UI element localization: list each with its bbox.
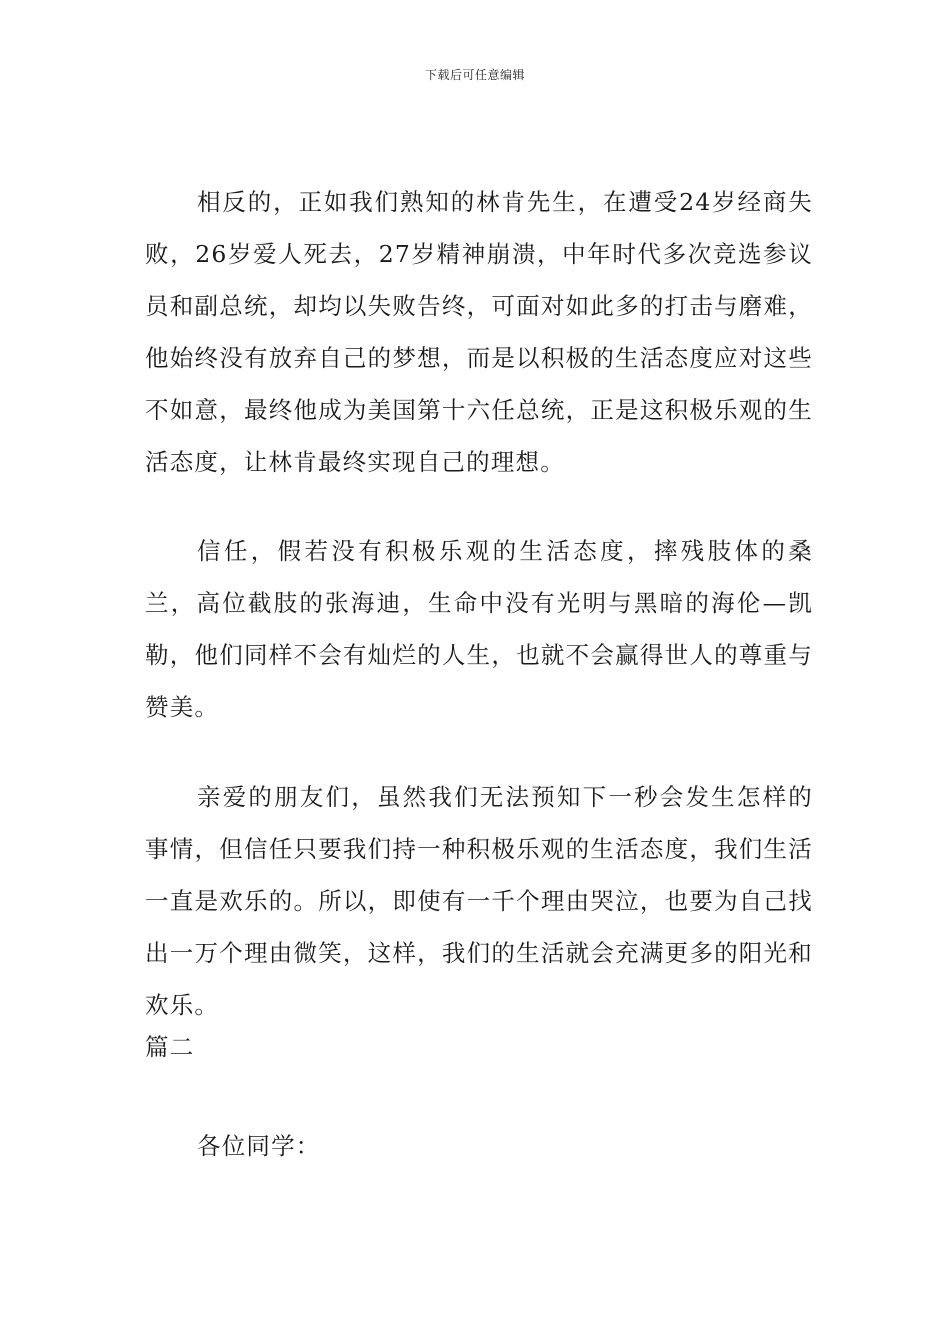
paragraph-examples: 信任，假若没有积极乐观的生活态度，摔残肢体的桑兰，高位截肢的张海迪，生命中没有光明与黑暗的海伦—凯勒，他们同样不会有灿烂的人生，也就不会赢得世人的尊重与赞美。	[145, 537, 813, 721]
paragraph-lincoln: 相反的，正如我们熟知的林肯先生，在遭受24岁经商失败，26岁爱人死去，27岁精神崩溃，中年时代多次竞选参议员和副总统，却均以失败告终，可面对如此多的打击与磨难，他始终没有放弃自己的梦想，而是以积极的生活态度应对这些不如意，最终他成为美国第十六任总统，正是这积极乐观的生活态度，让林肯最终实现自己的理想。	[145, 188, 813, 476]
salutation: 各位同学：	[197, 1132, 321, 1160]
paragraph-friends: 亲爱的朋友们，虽然我们无法预知下一秒会发生怎样的事情，但信任只要我们持一种积极乐观的生活态度，我们生活一直是欢乐的。所以，即使有一千个理由哭泣，也要为自己找出一万个理由微笑，这样，我们的生活就会充满更多的阳光和欢乐。	[145, 783, 813, 1019]
header-note: 下载后可任意编辑	[424, 68, 525, 82]
section-heading: 篇二	[145, 1033, 195, 1061]
